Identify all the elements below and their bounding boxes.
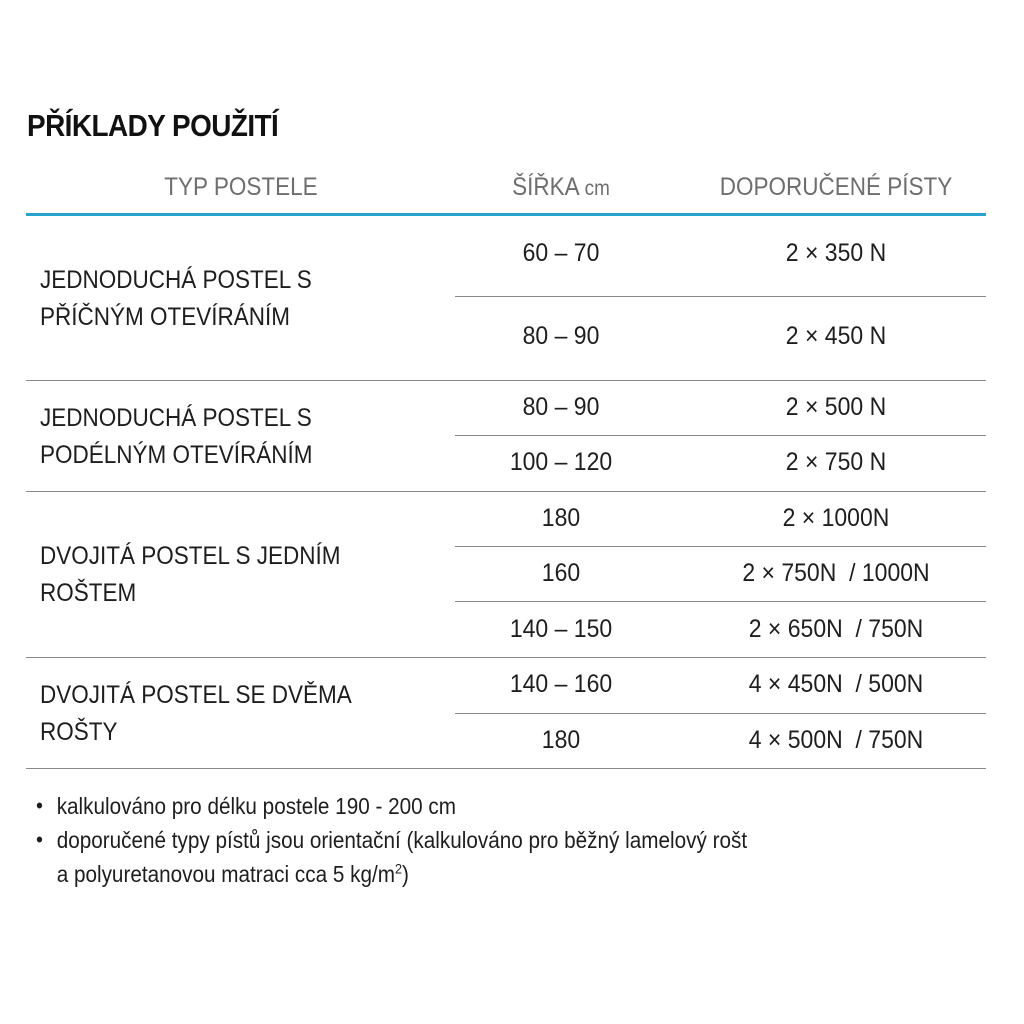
footnote-text: kalkulováno pro délku postele 190 - 200 cm — [56, 793, 457, 819]
cell-pistons: 2 × 750N / 1000N — [742, 559, 930, 587]
page-title: PŘÍKLADY POUŽITÍ — [27, 108, 279, 143]
bullet-icon: • — [36, 793, 43, 818]
cell-pistons: 2 × 500 N — [785, 393, 887, 421]
row-divider — [455, 713, 986, 714]
cell-pistons: 2 × 1000N — [782, 504, 890, 532]
cell-width: 180 — [541, 504, 581, 532]
group-label: DVOJITÁ POSTEL SE DVĚMA ROŠTY — [40, 680, 351, 746]
footnote-item — [36, 789, 921, 823]
bullet-icon: • — [36, 827, 43, 852]
header-pistons: DOPORUČENÉ PÍSTY — [719, 173, 953, 201]
footnote-item — [36, 823, 921, 891]
footnotes — [36, 789, 936, 891]
cell-width: 180 — [541, 726, 581, 754]
cell-pistons: 4 × 450N / 500N — [748, 670, 924, 698]
footnote-text: doporučené typy pístů jsou orientační (kalkulováno pro běžný lamelový rošt — [56, 827, 748, 853]
footnote-text-continued: a polyuretanovou matraci cca 5 kg/m — [56, 861, 395, 887]
cell-width: 100 – 120 — [509, 448, 613, 476]
header-width-label: ŠÍŘKA — [512, 173, 579, 201]
cell-pistons: 4 × 500N / 750N — [748, 726, 924, 754]
cell-width: 140 – 160 — [509, 670, 613, 698]
header-width — [467, 160, 656, 214]
header-width-unit: cm — [584, 177, 610, 200]
group-label: JEDNODUCHÁ POSTEL S PŘÍČNÝM OTEVÍRÁNÍM — [40, 265, 312, 331]
closing-paren: ) — [401, 861, 409, 887]
cell-pistons: 2 × 750 N — [785, 448, 887, 476]
cell-width: 80 – 90 — [522, 322, 600, 350]
cell-pistons: 2 × 450 N — [785, 322, 887, 350]
header-bed-type: TYP POSTELE — [164, 173, 318, 201]
cell-width: 60 – 70 — [522, 239, 600, 267]
table-bottom-rule — [26, 768, 986, 769]
cell-pistons: 2 × 350 N — [785, 239, 887, 267]
cell-width: 80 – 90 — [522, 393, 600, 421]
superscript: 2 — [394, 860, 402, 877]
cell-width: 140 – 150 — [509, 615, 613, 643]
cell-width: 160 — [541, 559, 581, 587]
cell-pistons: 2 × 650N / 750N — [748, 615, 924, 643]
group-label: DVOJITÁ POSTEL S JEDNÍM ROŠTEM — [40, 541, 341, 607]
row-divider — [455, 546, 986, 547]
row-divider — [455, 601, 986, 602]
row-divider — [455, 296, 986, 297]
row-divider — [455, 435, 986, 436]
usage-table — [26, 160, 986, 770]
group-label: JEDNODUCHÁ POSTEL S PODÉLNÝM OTEVÍRÁNÍM — [40, 403, 313, 469]
